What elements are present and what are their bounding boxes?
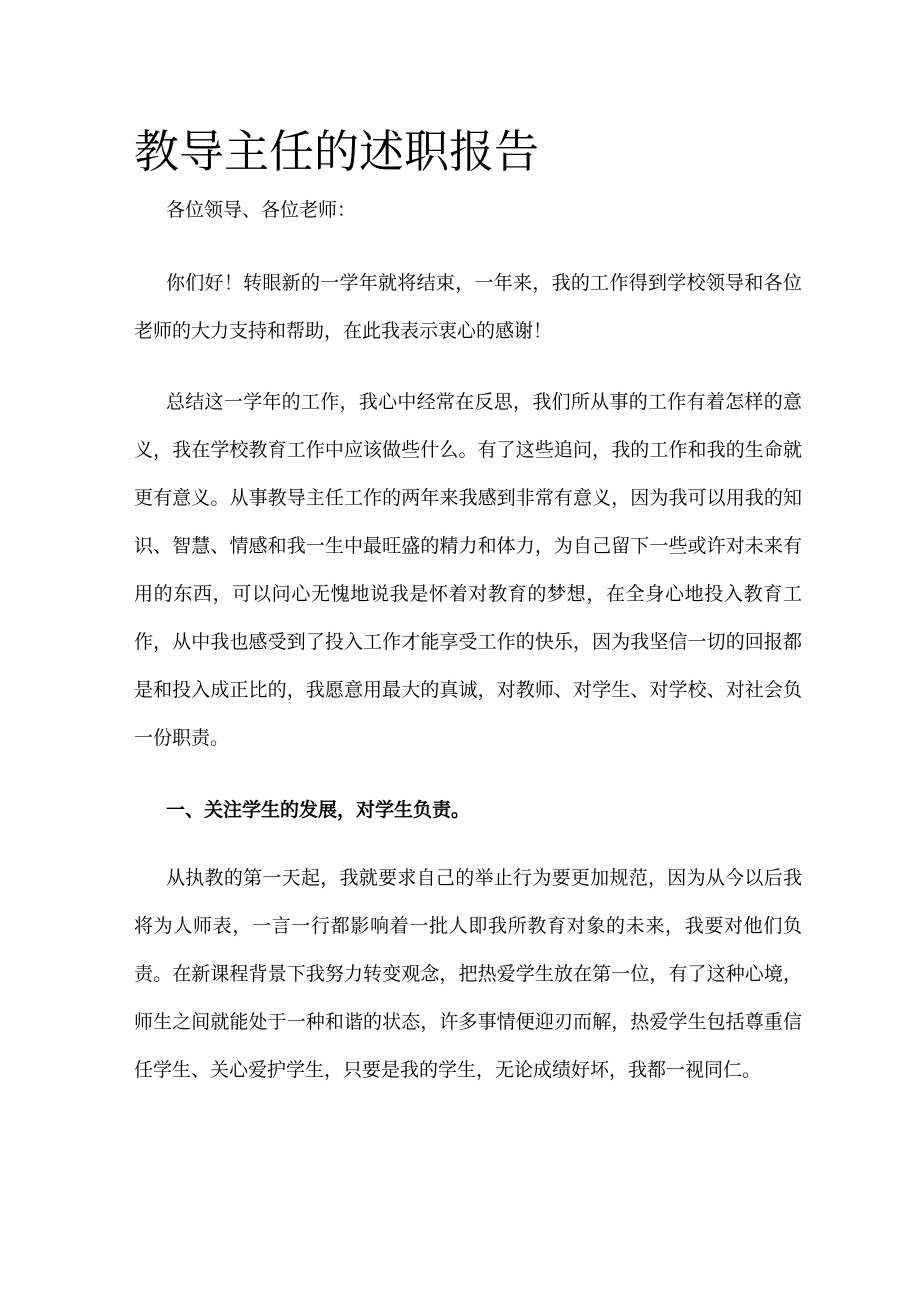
section-paragraph: 从执教的第一天起，我就要求自己的举止行为要更加规范，因为从今以后我将为人师表，一言一行都影响着一批人即我所教育对象的未来，我要对他们负责。在新课程背景下我努力转变观念，把热爱学生放在第一位，有了这种心境，师生之间就能处于一种和谐的状态，许多事情便迎刃而解，热爱学生包括尊重信任学生、关心爱护学生，只要是我的学生，无论成绩好坏，我都一视同仁。 — [134, 867, 802, 1081]
salutation: 各位领导、各位老师： — [166, 199, 357, 221]
paragraph-greeting: 你们好！转眼新的一学年就将结束，一年来，我的工作得到学校领导和各位老师的大力支持和帮助，在此我表示衷心的感谢！ — [134, 272, 802, 342]
document-title: 教导主任的述职报告 — [134, 125, 540, 178]
section-heading: 一、关注学生的发展，对学生负责。 — [166, 799, 471, 821]
paragraph-reflection: 总结这一学年的工作，我心中经常在反思，我们所从事的工作有着怎样的意义，我在学校教育工作中应该做些什么。有了这些追问，我的工作和我的生命就更有意义。从事教导主任工作的两年来我感到非常有意义，因为我可以用我的知识、智慧、情感和我一生中最旺盛的精力和体力，为自己留下一些或许对未来有用的东西，可以问心无愧地说我是怀着对教育的梦想，在全身心地投入教育工作，从中我也感受到了投入工作才能享受工作的快乐，因为我坚信一切的回报都是和投入成正比的，我愿意用最大的真诚，对教师、对学生、对学校、对社会负一份职责。 — [134, 391, 802, 749]
